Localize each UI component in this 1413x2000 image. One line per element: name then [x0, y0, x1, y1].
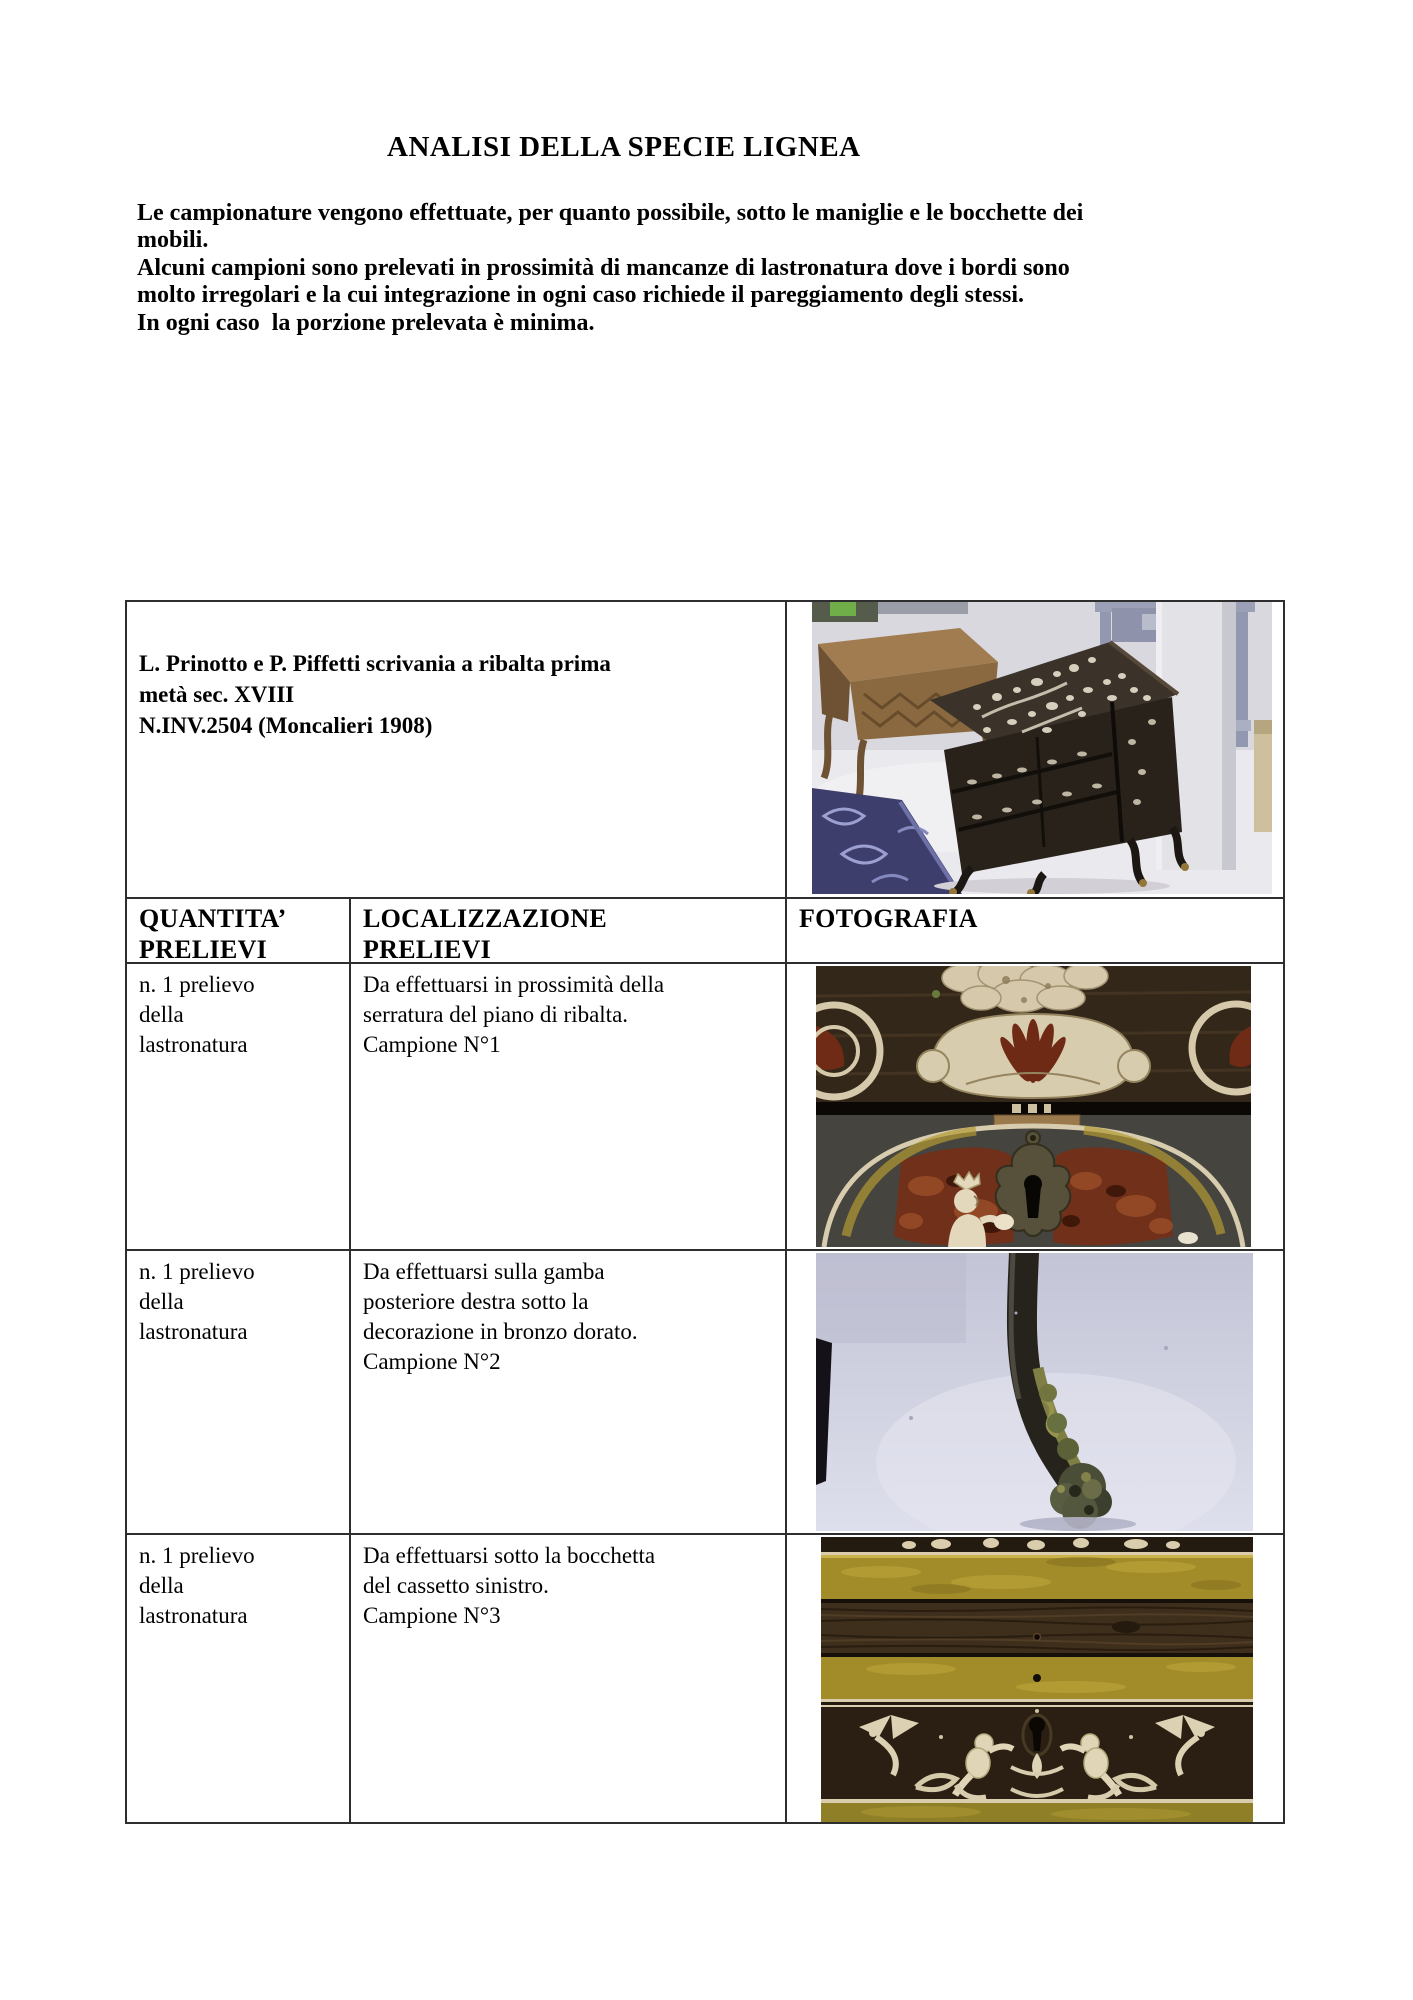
object-photo-cell [785, 602, 1283, 897]
photo-cell [785, 1535, 1283, 1822]
table-header-row [127, 897, 1283, 962]
localization-cell: Da effettuarsi sulla gamba posteriore destra sotto la decorazione in bronzo dorato. Campione N°2 [349, 1251, 785, 1533]
table-row [127, 1533, 1283, 1822]
intro-line: Alcuni campioni sono prelevati in prossimità di mancanze di lastronatura dove i bordi sono [137, 254, 1070, 281]
intro-line: Le campionature vengono effettuate, per quanto possibile, sotto le maniglie e le bocchette dei [137, 200, 1084, 226]
object-inventory-line: N.INV.2504 (Moncalieri 1908) [139, 713, 433, 738]
table-row [127, 1249, 1283, 1533]
header-localization: LOCALIZZAZIONE PRELIEVI [349, 899, 785, 962]
intro-line: mobili. [137, 227, 209, 254]
intro-paragraph [137, 200, 1083, 337]
quantity-cell: n. 1 prelievo della lastronatura [139, 1259, 255, 1344]
intro-line: In ogni caso la porzione prelevata è minima. [137, 309, 595, 336]
object-info-cell [127, 602, 785, 897]
lock-detail-illustration [816, 966, 1251, 1247]
photo-cell [785, 964, 1283, 1249]
desk-overview-photo [812, 602, 1272, 894]
object-title-line: metà sec. XVIII [139, 682, 295, 707]
detail-fall-front-lock-photo [816, 966, 1251, 1247]
header-photo: FOTOGRAFIA [785, 899, 1283, 962]
desk-overview-illustration [812, 602, 1272, 894]
localization-cell: Da effettuarsi sotto la bocchetta del cassetto sinistro. Campione N°3 [349, 1535, 785, 1822]
localization-cell: Da effettuarsi in prossimità della serratura del piano di ribalta. Campione N°1 [349, 964, 785, 1249]
detail-left-drawer-escutcheon-photo [821, 1537, 1253, 1822]
header-quantity: QUANTITA’ PRELIEVI [139, 904, 287, 964]
quantity-cell: n. 1 prelievo della lastronatura [139, 972, 255, 1057]
analysis-table [125, 600, 1285, 1824]
object-row [127, 602, 1283, 897]
quantity-cell: n. 1 prelievo della lastronatura [139, 1543, 255, 1628]
table-row [127, 962, 1283, 1249]
detail-rear-right-leg-photo [816, 1253, 1253, 1531]
photo-cell [785, 1251, 1283, 1533]
page-title: ANALISI DELLA SPECIE LIGNEA [387, 131, 861, 163]
intro-line: molto irregolari e la cui integrazione in ogni caso richiede il pareggiamento degli stessi. [137, 282, 1024, 309]
leg-detail-illustration [816, 1253, 1253, 1531]
object-title-line: L. Prinotto e P. Piffetti scrivania a ribalta prima [139, 651, 611, 676]
drawer-detail-illustration [821, 1537, 1253, 1822]
